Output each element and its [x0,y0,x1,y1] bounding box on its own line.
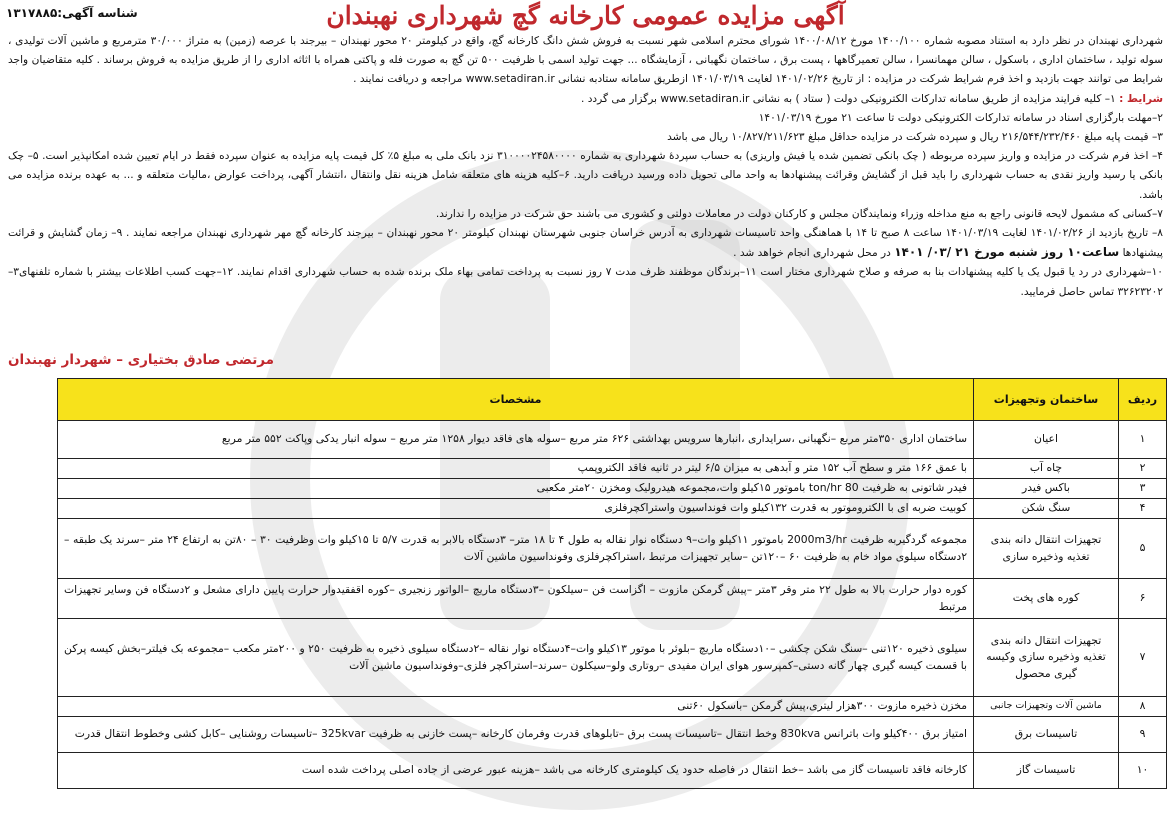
condition-text: ۸– تاریخ بازدید از ۱۴۰۱/۰۲/۲۶ لغایت ۱۴۰۱/۰۳/۱۹ ساعت ۸ صبح تا ۱۴ با هماهنگی واحد تاسیسات شهرداری به آدرس خراسان جنوبی شهرستان نهبندان کیلومتر ۲۰ محور نهبندان – بیرجند کارخانه گچ مهر شهرداری نهبندان مراجعه نمایند . ۹– زمان گشایش و قرائت پیشنهادها [8,227,1163,260]
row-category: تجهیزات انتقال دانه بندی تغذیه وذخیره سازی [974,519,1119,579]
row-specs: مخزن ذخیره مازوت ۳۰۰هزار لیتری،پیش گرمکن –باسکول ۶۰تنی [58,697,974,717]
table-row [58,519,1167,579]
row-category: ماشین آلات وتجهیزات جانبی [974,697,1119,717]
row-category: سنگ شکن [974,499,1119,519]
condition-4: ۴– اخذ فرم شرکت در مزایده و واریز سپرده مربوطه ( چک بانکی تضمین شده یا فیش واریزی) به حساب سپردۀ شهرداری به شماره ۳۱۰۰۰۰۲۴۵۸۰۰۰۰ نزد بانک ملی به مبلغ ۵٪ کل قیمت پایه مزایده به عنوان سپرده فقط در ایام تعیین شده امکانپذیر است. ۵– چک بانکی یا رسید واریز نقدی به حساب شهرداری را باید قبل از گشایش وقرائت پیشنهادها به واحد مالی تحویل داده ورسید دریافت دارید. ۶–کلیه هزینه های متعلقه شامل هزینه نقل وانتقال ،انتشار آگهی، پرداخت عوارض ،مالیات متعلقه و ... به عهده برنده مزایده می باشد. [8,150,1163,201]
table-row [58,421,1167,459]
row-specs: با عمق ۱۶۶ متر و سطح آب ۱۵۲ متر و آبدهی به میزان ۶/۵ لیتر در ثانیه فاقد الکتروپمپ [58,459,974,479]
row-specs: ساختمان اداری ۳۵۰متر مربع –نگهبانی ،سرایداری ،انبارها سرویس بهداشتی ۶۲۶ متر مربع –سوله های فاقد دیوار ۱۲۵۸ متر مربع – سوله انبار یدکی وپاکت ۵۵۲ متر مربع [58,421,974,459]
table-row [58,753,1167,789]
table-row [58,499,1167,519]
table-row [58,579,1167,619]
row-category: اعیان [974,421,1119,459]
row-num: ۸ [1119,697,1167,717]
equipment-table-wrap [57,378,1167,789]
table-header-row [58,379,1167,421]
row-num: ۳ [1119,479,1167,499]
header-specs: مشخصات [58,379,974,421]
row-specs: سیلوی ذخیره ۱۲۰تنی –سنگ شکن چکشی –۱۰دستگاه ماریچ –بلوئر با موتور ۱۳کیلو وات–۴دستگاه نوار نقاله –۲دستگاه سیلوی ذخیره به ظرفیت ۲۵۰ و ۲۰۰متر مکعب –مجموعه بک فیلتر–بخش کیسه پرکن با قسمت کیسه گیری چهار گانه دستی–کمپرسور هوای ایران مفیدی –روتاری ولو–سیکلون –سرند–استراکچر فلزی–وفونداسیون ماشین آلات [58,619,974,697]
row-category: باکس فیدر [974,479,1119,499]
intro-paragraph: شهرداری نهبندان در نظر دارد به استناد مصوبه شماره ۱۴۰۰/۱۰۰ مورخ ۱۴۰۰/۰۸/۱۲ شورای محترم اسلامی شهر نسبت به فروش شش دانگ کارخانه گچ، واقع در کیلومتر ۲۰ محور نهبندان – بیرجند با عرصه (زمین) به متراژ ۳۰/۰۰۰ مترمربع و ماشین آلات تولیدی ، سوله تولید ، ساختمان اداری ، باسکول ، سالن مهمانسرا ، سالن تعمیرگاهها ، پست برق ، ساختمان نگهبانی ، آزمایشگاه ... جهت تولید اسمی با ظرفیت ۵۰۰ تن گچ به صورت فله و پاکتی همراه با اثاثه اداری را از طریق مزایده به فروش برساند . کلیه متقاضیان واجد شرایط می توانند جهت بازدید و اخذ فرم شرایط شرکت در مزایده : از تاریخ ۱۴۰۱/۰۲/۲۶ لغایت ۱۴۰۱/۰۳/۱۹ ازطریق سامانه ستادبه نشانی www.setadiran.ir مراجعه و دریافت نمایند . [8,35,1164,86]
header-category: ساختمان وتجهیزات [974,379,1119,421]
condition-3: ۳– قیمت پایه مبلغ ۲۱۶/۵۴۴/۲۳۲/۴۶۰ ریال و سپرده شرکت در مزایده حداقل مبلغ ۱۰/۸۲۷/۲۱۱/۶۲۳ ریال می باشد [667,131,1163,144]
row-specs: کوبیت ضربه ای با الکتروموتور به قدرت ۱۳۲کیلو وات فونداسیون واستراکچرفلزی [58,499,974,519]
row-num: ۵ [1119,519,1167,579]
page-title: آگهی مزایده عمومی کارخانه گچ شهرداری نهبندان [326,1,845,30]
row-num: ۲ [1119,459,1167,479]
row-category: تجهیزات انتقال دانه بندی تغذیه وذخیره سازی وکیسه گیری محصول [974,619,1119,697]
signature: مرتضی صادق بختیاری – شهردار نهبندان [8,352,275,368]
row-num: ۱ [1119,421,1167,459]
notice-id: شناسه آگهی:۱۳۱۷۸۸۵ [6,6,138,20]
condition-2: ۲–مهلت بارگزاری اسناد در سامانه تدارکات الکترونیکی دولت تا ساعت ۲۱ مورخ ۱۴۰۱/۰۳/۱۹ [758,111,1163,124]
condition-10: ۱۰–شهرداری در رد یا قبول یک یا کلیه پیشنهادات بنا به صرفه و صلاح شهرداری مختار است ۱۱–برندگان موظفند ظرف مدت ۷ روز نسبت به پرداخت تمامی بهاء ملک برنده شده به حساب شهرداری اقدام نمایند. ۱۲–جهت کسب اطلاعات بیشتر با شماره تلفنهای۳–۳۲۶۲۳۲۰۲ تماس حاصل فرمایید. [8,266,1163,298]
row-category: چاه آب [974,459,1119,479]
row-specs: کارخانه فاقد تاسیسات گاز می باشد –خط انتقال در فاصله حدود یک کیلومتری کارخانه می باشد –هزینه عبور عرضی از جاده اصلی پرداخت شده است [58,753,974,789]
row-specs: امتیاز برق ۴۰۰کیلو وات باترانس 830kva وخط انتقال –تاسیسات پست برق –تابلوهای قدرت وفرمان کارخانه –پست خازنی به ظرفیت 325kvar –تاسیسات روشنایی –کابل کشی وخطوط انتقال قدرت [58,717,974,753]
row-category: تاسیسات برق [974,717,1119,753]
equipment-table [57,378,1167,789]
row-num: ۶ [1119,579,1167,619]
row-num: ۹ [1119,717,1167,753]
row-specs: مجموعه گردگیربه ظرفیت 2000m3/hr باموتور ۱۱کیلو وات–۹ دستگاه نوار نقاله به طول ۴ تا ۱۸ متر– ۳دستگاه بالابر به قدرت ۵/۷ تا ۱۵کیلو وات وظرفیت ۳۰ – ۸۰تن به ارتفاع ۲۴ متر –سرند یک طبقه –۲دستگاه سیلوی مواد خام به ظرفیت ۶۰ –۱۲۰تن –سایر تجهیزات مرتبط ،استراکچرفلزی وفونداسیون ماشین آلات [58,519,974,579]
table-row [58,479,1167,499]
notice-body [0,32,1171,372]
header-row-num: ردیف [1119,379,1167,421]
row-category: تاسیسات گاز [974,753,1119,789]
table-row [58,717,1167,753]
table-row [58,619,1167,697]
opening-tail: در محل شهرداری انجام خواهد شد . [733,247,891,260]
row-num: ۷ [1119,619,1167,697]
condition-7: ۷–کسانی که مشمول لایحه قانونی راجع به منع مداخله وزراء ونمایندگان مجلس و کارکنان دولت در معاملات دولتی و کشوری می باشند حق شرکت در مزایده را ندارند. [435,207,1163,220]
table-row [58,697,1167,717]
condition-8 [8,224,1163,263]
condition-1 [8,90,1163,109]
row-category: کوره های پخت [974,579,1119,619]
row-num: ۴ [1119,499,1167,519]
header [0,0,1171,32]
row-num: ۱۰ [1119,753,1167,789]
opening-time: ساعت۱۰ روز شنبه مورخ ۲۱ /۰۳/ ۱۴۰۱ [894,245,1120,260]
row-specs: کوره دوار حرارت بالا به طول ۲۲ متر وقر ۳متر –پیش گرمکن مازوت – اگزاست فن –سیلکون –۳دستگاه ماریچ –الواتور زنجیری –کوره اقفقیدوار حرارت پایین دارای مشعل و ۲دستگاه فن وسایر تجهیزات مرتبط [58,579,974,619]
table-row [58,459,1167,479]
row-specs: فیدر شاتونی به ظرفیت 80 ton/hr باموتور ۱۵کیلو وات،مجموعه هیدرولیک ومخزن ۲۰متر مکعبی [58,479,974,499]
condition-text: ۱– کلیه فرایند مزایده از طریق سامانه تدارکات الکترونیکی دولت ( ستاد ) به نشانی www.setadiran.ir برگزار می گردد . [580,92,1116,105]
conditions-label: شرایط : [1119,92,1163,105]
